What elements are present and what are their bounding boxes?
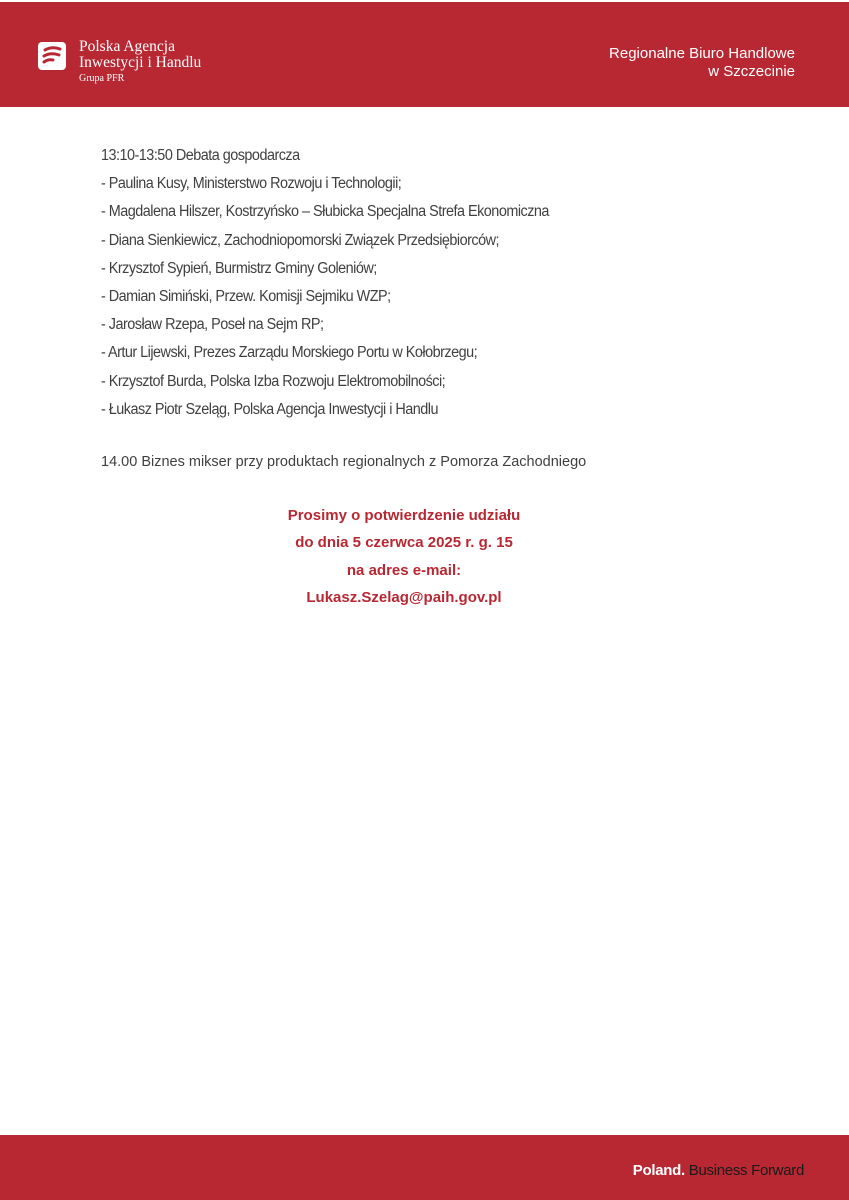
- agenda-item-burda: - Krzysztof Burda, Polska Izba Rozwoju Elektromobilności;: [101, 372, 446, 390]
- agenda-item-siminski: - Damian Simiński, Przew. Komisji Sejmiku WZP;: [101, 287, 391, 305]
- slogan-business-forward: Business Forward: [688, 1162, 804, 1179]
- slogan-poland: Poland.: [632, 1162, 685, 1179]
- footer-slogan: [633, 1162, 804, 1180]
- logo-line-1: Polska Agencja: [79, 38, 175, 55]
- agenda-section: [101, 145, 549, 427]
- office-line-1: Regionalne Biuro Handlowe: [609, 45, 795, 62]
- agenda-item-szelag: - Łukasz Piotr Szeląg, Polska Agencja Inwestycji i Handlu: [101, 400, 439, 418]
- office-name: [609, 45, 795, 81]
- header-bar: [0, 0, 849, 107]
- logo-subtitle: Grupa PFR: [79, 73, 125, 84]
- agenda-title: 13:10-13:50 Debata gospodarcza: [101, 147, 300, 164]
- agenda-item-sypien: - Krzysztof Sypień, Burmistrz Gminy Goleniów;: [101, 259, 377, 277]
- rsvp-block: [200, 505, 608, 614]
- agenda-item-lijewski: - Artur Lijewski, Prezes Zarządu Morskiego Portu w Kołobrzegu;: [101, 344, 478, 362]
- rsvp-line-3: na adres e-mail:: [346, 561, 462, 579]
- business-mixer-note: 14.00 Biznes mikser przy produktach regionalnych z Pomorza Zachodniego: [101, 454, 587, 470]
- agenda-item-hilszer-text: - Magdalena Hilszer, Kostrzyńsko – Słubicka Specjalna Strefa Ekonomiczna: [101, 203, 549, 221]
- rsvp-line-2: do dnia 5 czerwca 2025 r. g. 15: [295, 534, 513, 552]
- agency-logo-text: [79, 39, 201, 86]
- agenda-item-hilszer: [101, 201, 549, 229]
- agenda-item-kusy: - Paulina Kusy, Ministerstwo Rozwoju i Technologii;: [101, 175, 402, 193]
- paih-logo-icon: [38, 42, 66, 70]
- rsvp-email-link[interactable]: Lukasz.Szelag@paih.gov.pl: [306, 588, 502, 606]
- agenda-item-rzepa: - Jarosław Rzepa, Poseł na Sejm RP;: [101, 316, 324, 334]
- footer-bar: [0, 1135, 849, 1200]
- office-line-2: w Szczecinie: [708, 63, 795, 80]
- logo-line-2: Inwestycji i Handlu: [79, 54, 202, 71]
- agenda-item-sienkiewicz: - Diana Sienkiewicz, Zachodniopomorski Związek Przedsiębiorców;: [101, 231, 499, 249]
- rsvp-line-1: Prosimy o potwierdzenie udziału: [287, 507, 521, 524]
